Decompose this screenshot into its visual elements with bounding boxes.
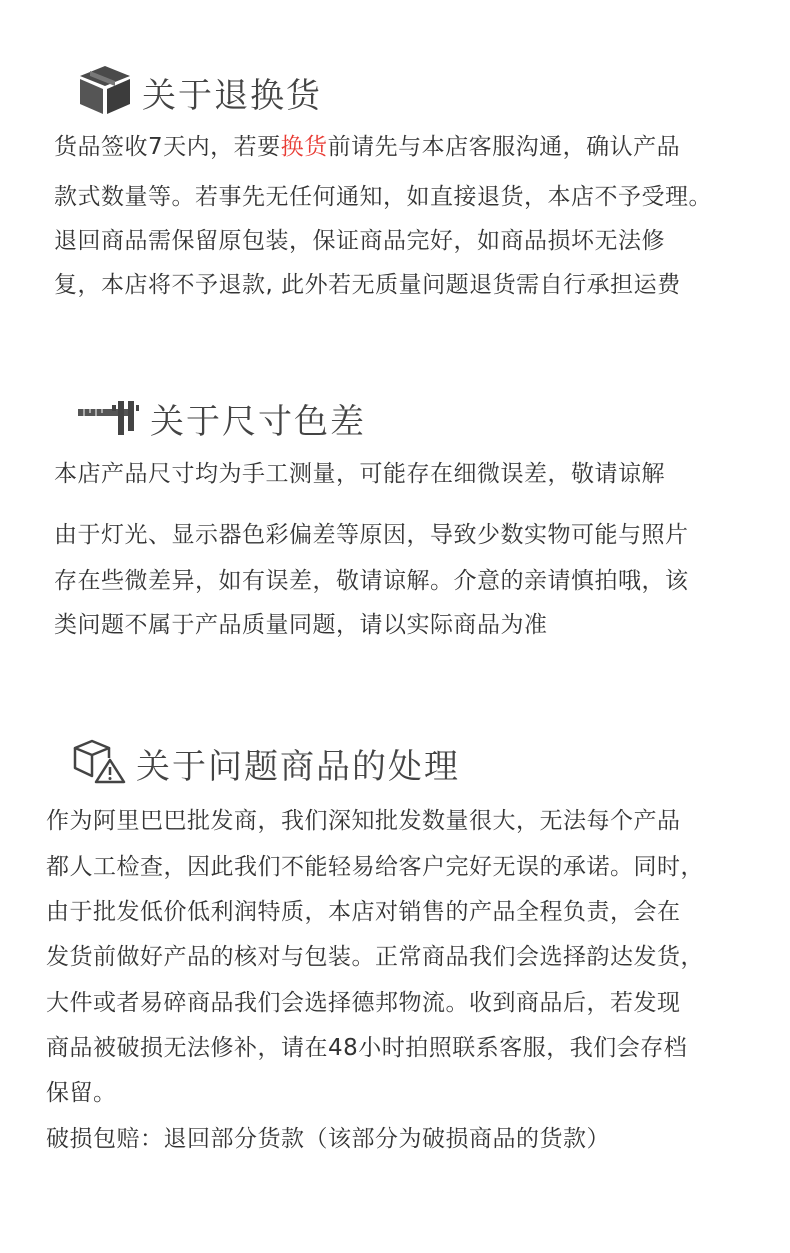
caliper-icon xyxy=(76,397,140,441)
problem-line-2: 都人工检查，因此我们不能轻易给客户完好无误的承诺。同时， xyxy=(46,854,704,880)
box-icon xyxy=(78,64,132,120)
returns-line-3: 退回商品需保留原包装，保证商品完好，如商品损坏无法修 xyxy=(54,228,665,254)
returns-line-1-after: 前请先与本店客服沟通，确认产品 xyxy=(327,134,681,160)
problem-line-7: 保留。 xyxy=(46,1080,117,1106)
problem-line-3: 由于批发低价低利润特质，本店对销售的产品全程负责，会在 xyxy=(46,899,681,925)
returns-line-2: 款式数量等。若事先无任何通知，如直接退货，本店不予受理。 xyxy=(54,184,712,210)
returns-line-4: 复，本店将不予退款, 此外若无质量问题退货需自行承担运费 xyxy=(54,272,681,298)
returns-line-1 xyxy=(54,128,680,161)
problem-line-6: 商品被破损无法修补，请在48小时拍照联系客服，我们会存档 xyxy=(46,1035,688,1061)
problem-line-1: 作为阿里巴巴批发商，我们深知批发数量很大，无法每个产品 xyxy=(46,808,681,834)
returns-line-1-before: 货品签收7天内，若要 xyxy=(54,134,281,160)
returns-title: 关于退换货 xyxy=(142,75,322,116)
size-heading xyxy=(76,394,366,443)
problem-heading xyxy=(72,738,460,788)
size-title: 关于尺寸色差 xyxy=(150,402,366,442)
size-line-4: 类问题不属于产品质量同题，请以实际商品为准 xyxy=(54,612,548,638)
problem-line-5: 大件或者易碎商品我们会选择德邦物流。收到商品后，若发现 xyxy=(46,990,681,1016)
size-line-3: 存在些微差异，如有误差，敬请谅解。介意的亲请慎拍哦，该 xyxy=(54,568,689,594)
size-line-2: 由于灯光、显示器色彩偏差等原因，导致少数实物可能与照片 xyxy=(54,522,689,548)
returns-heading xyxy=(78,64,322,120)
size-line-1: 本店产品尺寸均为手工测量，可能存在细微误差，敬请谅解 xyxy=(54,461,665,487)
problem-title: 关于问题商品的处理 xyxy=(136,746,460,787)
returns-highlight: 换货 xyxy=(280,134,328,160)
damaged-box-icon xyxy=(72,738,126,788)
problem-line-4: 发货前做好产品的核对与包装。正常商品我们会选择韵达发货， xyxy=(46,944,704,970)
problem-line-8: 破损包赔：退回部分货款（该部分为破损商品的货款） xyxy=(46,1126,610,1152)
